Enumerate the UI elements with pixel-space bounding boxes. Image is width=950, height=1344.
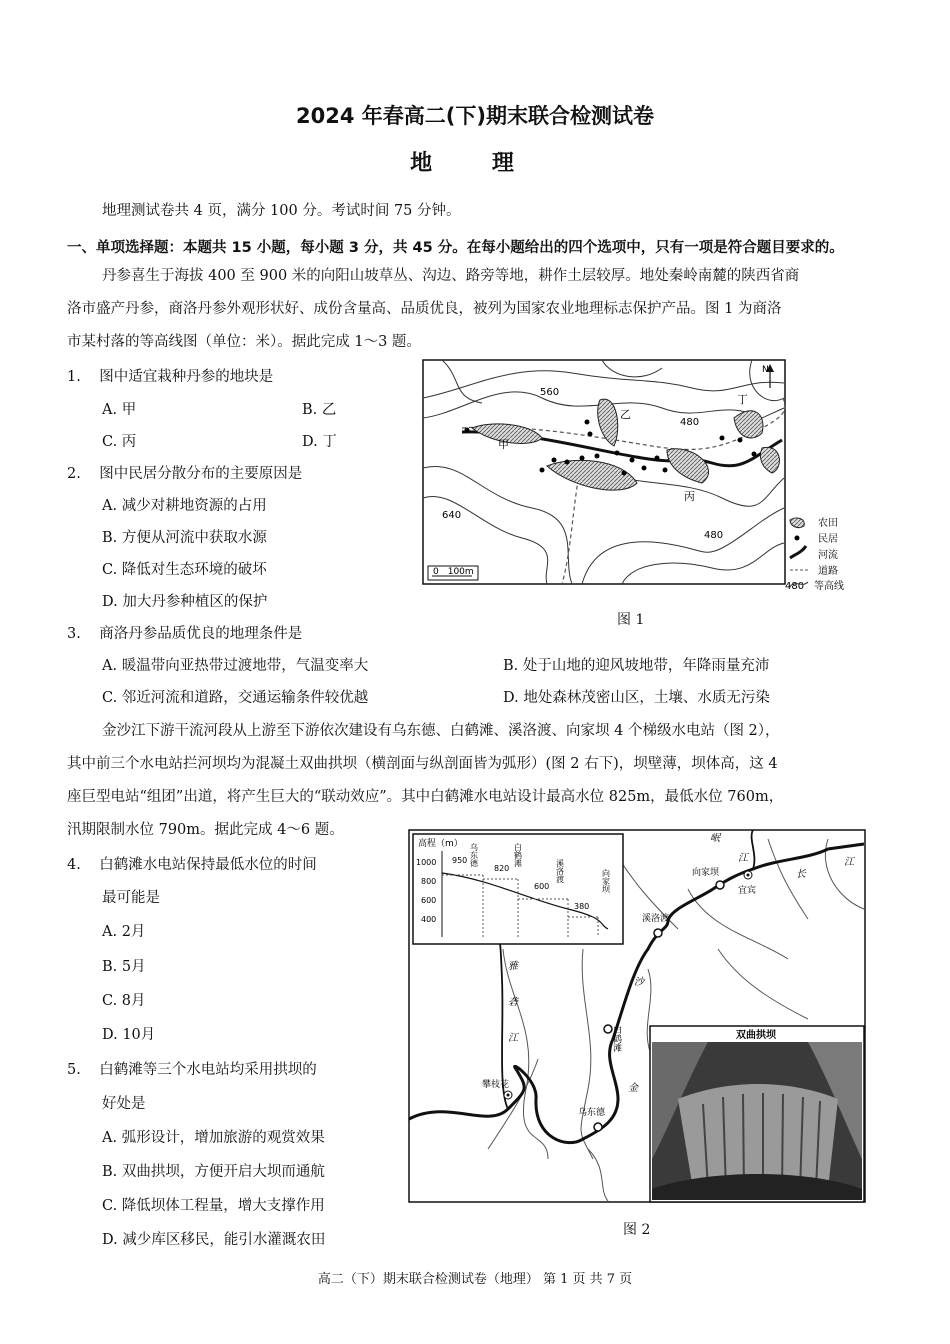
svg-text:600: 600 bbox=[534, 882, 550, 891]
svg-text:攀枝花: 攀枝花 bbox=[482, 1080, 510, 1090]
svg-text:金: 金 bbox=[628, 1083, 638, 1094]
svg-text:农田: 农田 bbox=[818, 518, 838, 529]
passage2-line2: 其中前三个水电站拦河坝均为混凝土双曲拱坝（横剖面与纵剖面皆为弧形）(图 2 右下)，坝壁薄，坝体高，这 4 bbox=[67, 756, 778, 772]
passage2-line1: 金沙江下游干流河段从上游至下游依次建设有乌东德、白鹤滩、溪洛渡、向家坝 4 个梯级水电站（图 2）， bbox=[102, 723, 780, 739]
q5-option-d: D. 减少库区移民，能引水灌溉农田 bbox=[102, 1232, 326, 1248]
passage1-line1: 丹参喜生于海拔 400 至 900 米的向阳山坡草丛、沟边、路旁等地，耕作土层较厚。地处秦岭南麓的陕西省商 bbox=[102, 268, 800, 284]
passage1-line3: 市某村落的等高线图（单位：米）。据此完成 1～3 题。 bbox=[67, 334, 421, 350]
svg-text:白鹤滩: 白鹤滩 bbox=[513, 843, 523, 867]
svg-text:白鹤滩: 白鹤滩 bbox=[611, 1025, 621, 1052]
q4-option-a: A. 2月 bbox=[102, 924, 146, 940]
plot-label-jia: 甲 bbox=[498, 438, 509, 451]
plot-label-yi: 乙 bbox=[620, 408, 631, 421]
figure2-caption: 图 2 bbox=[623, 1222, 651, 1238]
svg-text:等高线: 等高线 bbox=[814, 581, 844, 592]
contour-label-640: 640 bbox=[442, 510, 462, 521]
q5-option-b: B. 双曲拱坝，方便开启大坝而通航 bbox=[102, 1164, 325, 1180]
q2-option-c: C. 降低对生态环境的破坏 bbox=[102, 562, 267, 578]
svg-text:民居: 民居 bbox=[818, 534, 838, 545]
svg-text:向家坝: 向家坝 bbox=[692, 868, 720, 878]
svg-text:双曲拱坝: 双曲拱坝 bbox=[736, 1030, 776, 1041]
double-curvature-arch-dam-photo bbox=[650, 1026, 864, 1202]
passage1-line2: 洛市盛产丹参，商洛丹参外观形状好、成份含量高、品质优良，被列为国家农业地理标志保护产品。图 1 为商洛 bbox=[67, 301, 782, 317]
page-title: 2024 年春高二(下)期末联合检测试卷 bbox=[296, 104, 654, 128]
figure1-contour-map bbox=[422, 358, 862, 603]
svg-text:道路: 道路 bbox=[818, 566, 838, 577]
svg-text:N: N bbox=[762, 365, 769, 375]
q1-option-c: C. 丙 bbox=[102, 434, 137, 450]
svg-text:600: 600 bbox=[421, 896, 437, 905]
q1-option-b: B. 乙 bbox=[302, 402, 337, 418]
q3-option-a: A. 暖温带向亚热带过渡地带，气温变率大 bbox=[102, 658, 369, 674]
q3-option-b: B. 处于山地的迎风坡地带，年降雨量充沛 bbox=[503, 658, 770, 674]
svg-text:800: 800 bbox=[421, 877, 437, 886]
svg-text:江: 江 bbox=[738, 853, 748, 864]
figure1-caption: 图 1 bbox=[617, 612, 645, 628]
svg-text:雅: 雅 bbox=[508, 961, 518, 972]
q3-stem: 3. 商洛丹参品质优良的地理条件是 bbox=[67, 626, 303, 642]
contour-label-480-b: 480 bbox=[704, 530, 724, 541]
svg-text:0 100m: 0 100m bbox=[433, 567, 474, 577]
svg-text:岷: 岷 bbox=[710, 833, 720, 844]
q4-option-b: B. 5月 bbox=[102, 959, 146, 975]
contour-label-560: 560 bbox=[540, 387, 560, 398]
subject-title: 地 理 bbox=[410, 151, 540, 176]
svg-text:长: 长 bbox=[796, 869, 806, 880]
scale-bar bbox=[428, 566, 478, 580]
contour-label-480-c: 480 bbox=[785, 581, 805, 592]
svg-text:江: 江 bbox=[844, 857, 854, 868]
q5-stem: 5. 白鹤滩等三个水电站均采用拱坝的 bbox=[67, 1062, 317, 1078]
svg-text:820: 820 bbox=[494, 864, 510, 873]
page-footer: 高二（下）期末联合检测试卷（地理） 第 1 页 共 7 页 bbox=[317, 1272, 633, 1287]
svg-text:溪洛渡: 溪洛渡 bbox=[642, 914, 670, 924]
svg-text:向家坝: 向家坝 bbox=[601, 869, 611, 893]
q4-option-d: D. 10月 bbox=[102, 1027, 156, 1043]
q4-stem: 4. 白鹤滩水电站保持最低水位的时间 bbox=[67, 857, 317, 873]
svg-text:河流: 河流 bbox=[818, 550, 838, 561]
q2-stem: 2. 图中民居分散分布的主要原因是 bbox=[67, 466, 303, 482]
svg-text:溪洛渡: 溪洛渡 bbox=[555, 859, 565, 883]
svg-text:380: 380 bbox=[574, 902, 590, 911]
elevation-profile-inset bbox=[413, 834, 623, 944]
q2-option-d: D. 加大丹参种植区的保护 bbox=[102, 594, 268, 610]
intro-text: 地理测试卷共 4 页，满分 100 分。考试时间 75 分钟。 bbox=[102, 203, 461, 219]
svg-text:950: 950 bbox=[452, 856, 468, 865]
q1-stem: 1. 图中适宜栽种丹参的地块是 bbox=[67, 369, 274, 385]
svg-text:400: 400 bbox=[421, 915, 437, 924]
svg-text:乌东德: 乌东德 bbox=[469, 843, 479, 867]
svg-text:沙: 沙 bbox=[634, 977, 644, 988]
plot-label-bing: 丙 bbox=[684, 490, 695, 503]
q3-option-d: D. 地处森林茂密山区，土壤、水质无污染 bbox=[503, 690, 770, 706]
q4-option-c: C. 8月 bbox=[102, 993, 146, 1009]
contour-label-480-a: 480 bbox=[680, 417, 700, 428]
section-heading: 一、单项选择题：本题共 15 小题，每小题 3 分，共 45 分。在每小题给出的四个选项中，只有一项是符合题目要求的。 bbox=[67, 240, 844, 256]
q1-option-a: A. 甲 bbox=[102, 402, 137, 418]
svg-text:1000: 1000 bbox=[416, 858, 437, 867]
q4-stem-cont: 最可能是 bbox=[102, 890, 160, 906]
passage2-line3: 座巨型电站“组团”出道，将产生巨大的“联动效应”。其中白鹤滩水电站设计最高水位 825m，最低水位 760m， bbox=[67, 789, 784, 805]
q5-stem-cont: 好处是 bbox=[102, 1096, 146, 1112]
passage2-line4: 汛期限制水位 790m。据此完成 4～6 题。 bbox=[67, 822, 344, 838]
q5-option-c: C. 降低坝体工程量，增大支撑作用 bbox=[102, 1198, 325, 1214]
figure2-river-map bbox=[408, 829, 866, 1204]
svg-text:砻: 砻 bbox=[508, 997, 518, 1008]
svg-text:乌东德: 乌东德 bbox=[578, 1108, 606, 1118]
q3-option-c: C. 邻近河流和道路，交通运输条件较优越 bbox=[102, 690, 369, 706]
q2-option-b: B. 方便从河流中获取水源 bbox=[102, 530, 267, 546]
svg-text:江: 江 bbox=[508, 1033, 518, 1044]
q5-option-a: A. 弧形设计，增加旅游的观赏效果 bbox=[102, 1130, 325, 1146]
svg-text:宜宾: 宜宾 bbox=[738, 886, 757, 896]
plot-label-ding: 丁 bbox=[737, 393, 748, 406]
q2-option-a: A. 减少对耕地资源的占用 bbox=[102, 498, 267, 514]
profile-axis-label: 高程（m） bbox=[418, 839, 463, 849]
q1-option-d: D. 丁 bbox=[302, 434, 337, 450]
